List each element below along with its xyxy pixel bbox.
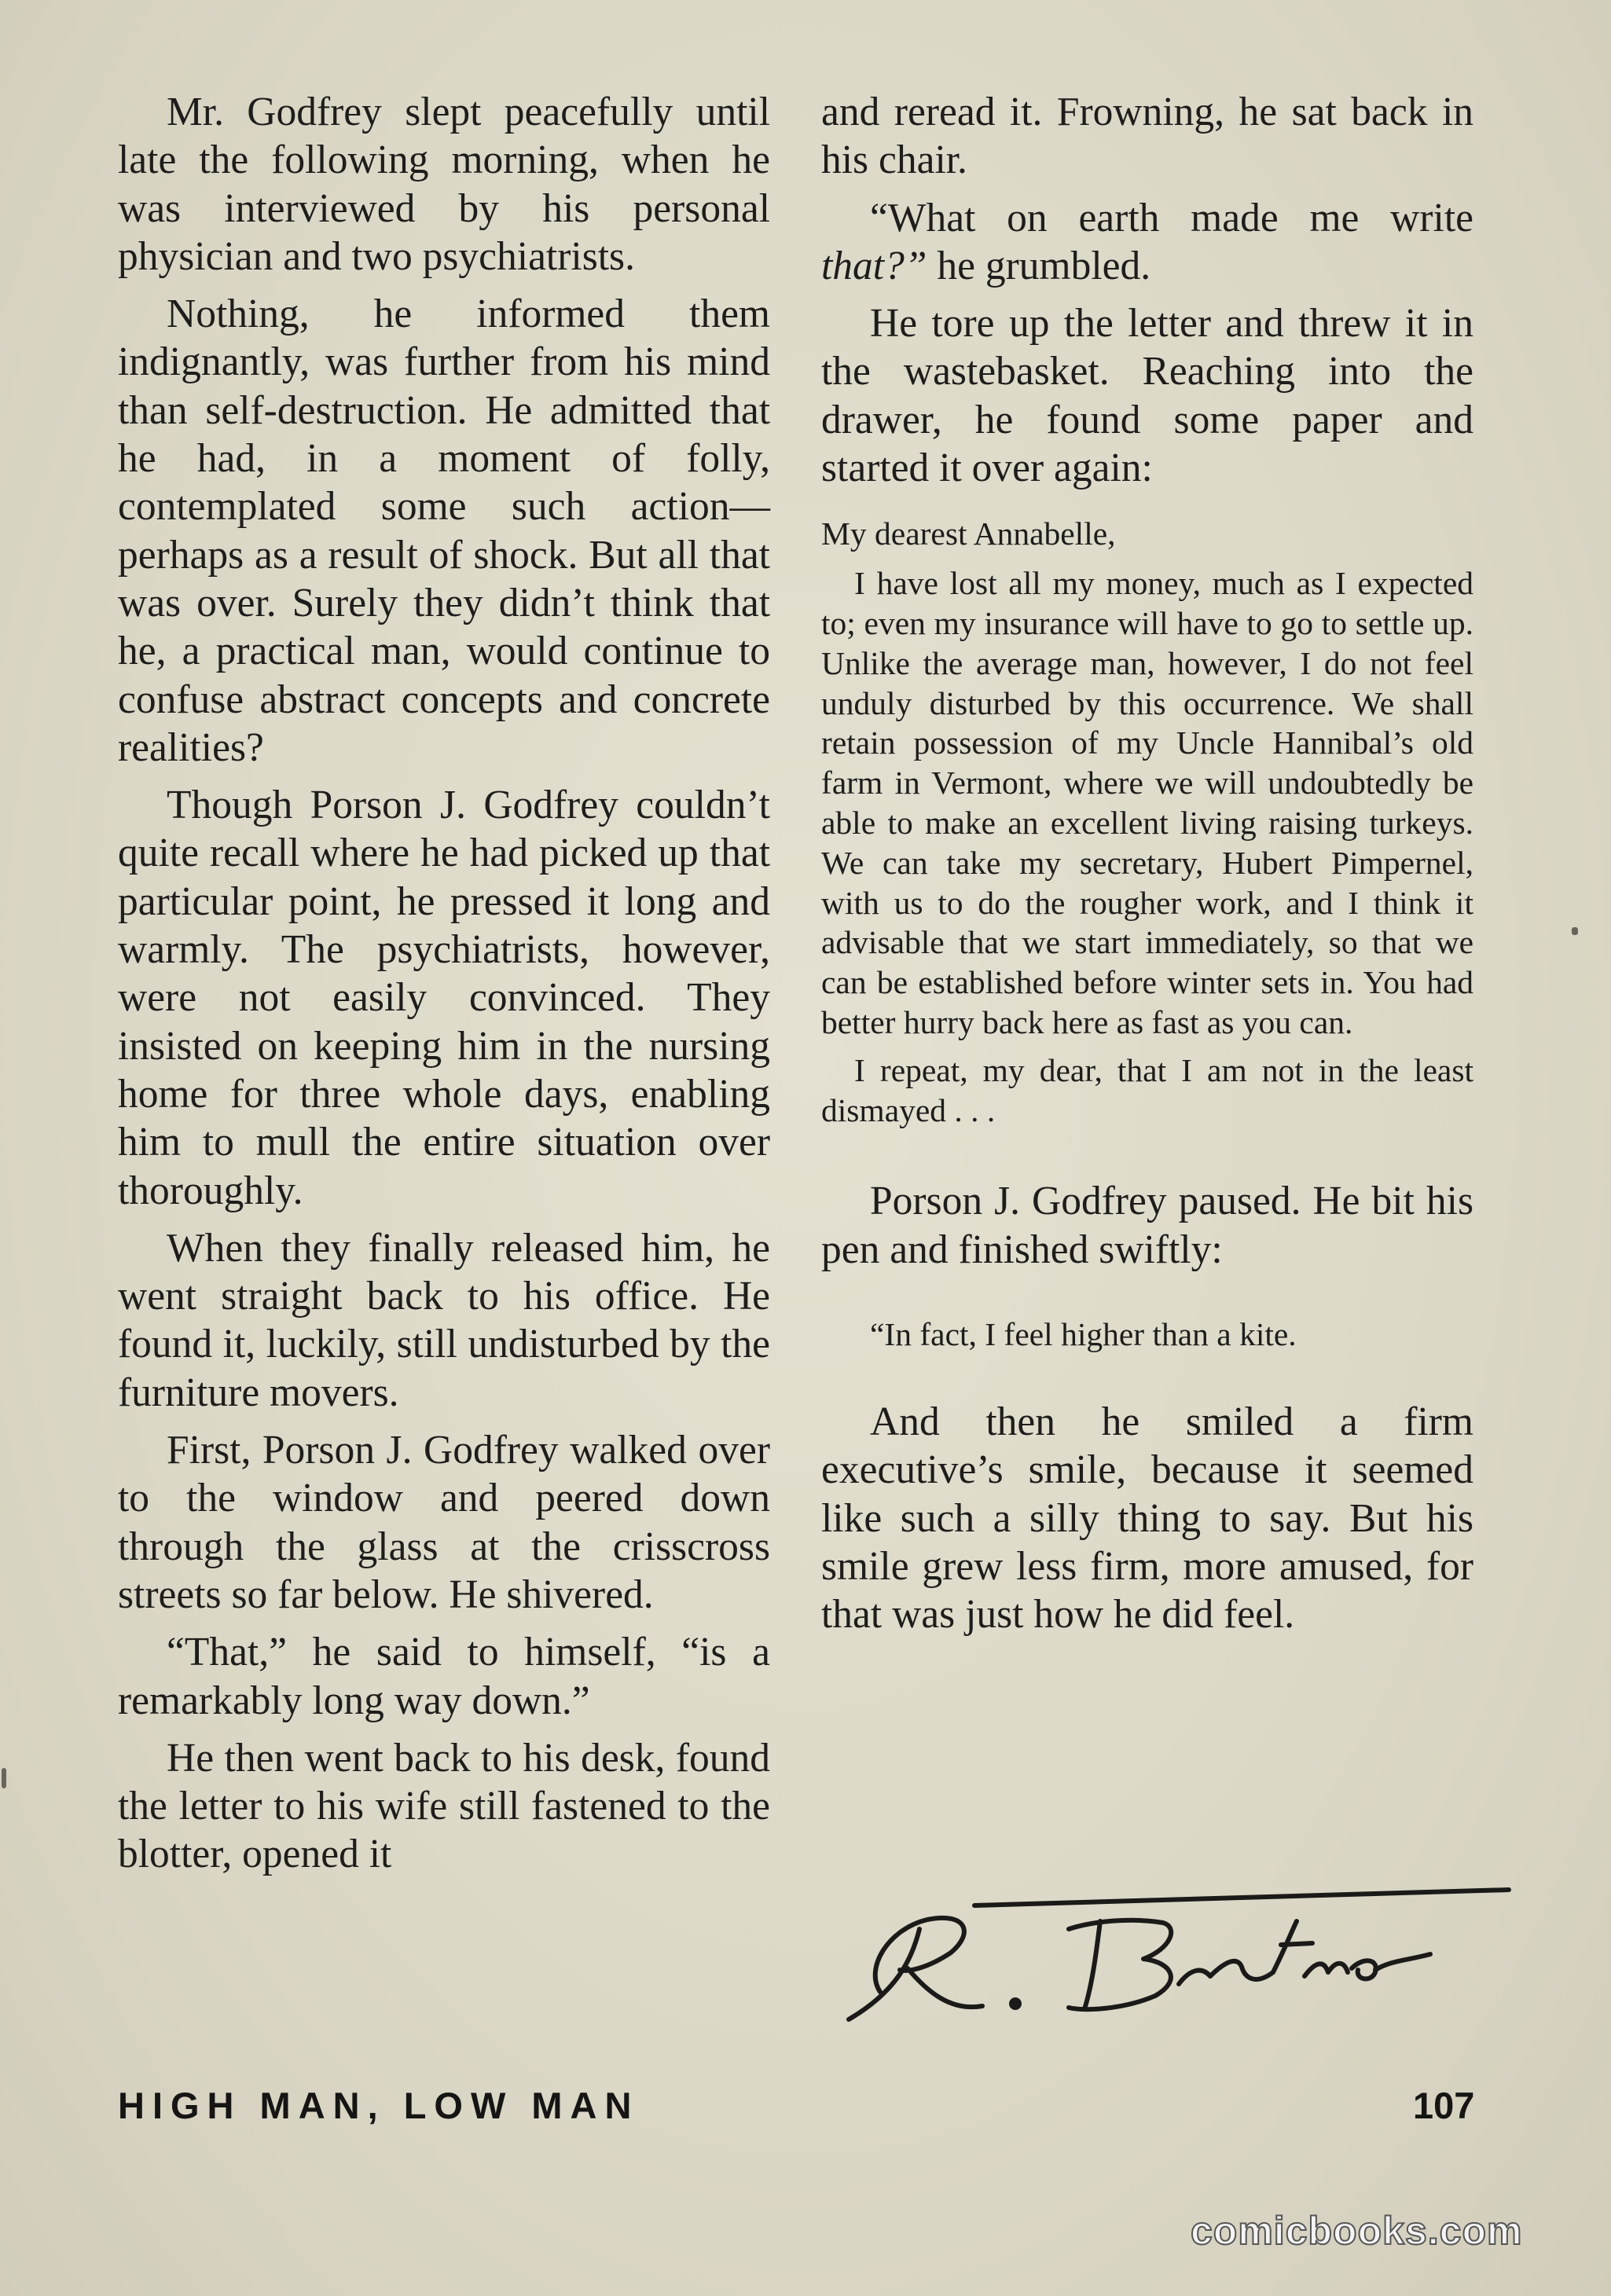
quote-text: “What on earth made me write <box>870 195 1473 240</box>
paragraph: And then he smiled a firm executive’s smile, because it seemed like such a silly thing to say. But his smile grew less firm, more amused, for that was just how he did feel. <box>821 1399 1473 1638</box>
paragraph: When they finally released him, he went straight back to his office. He found it, luckily, still undisturbed by the furniture movers. <box>118 1225 770 1415</box>
right-text-column <box>821 88 1473 1638</box>
page-number: 107 <box>1413 2085 1475 2126</box>
paragraph: He tore up the letter and threw it in the wastebasket. Reaching into the drawer, he found some paper and started it over again: <box>821 301 1473 491</box>
paragraph: Porson J. Godfrey paused. He bit his pen and finished swiftly: <box>821 1179 1473 1272</box>
kite-quote: “In fact, I feel higher than a kite. <box>870 1315 1297 1352</box>
letter-body: I repeat, my dear, that I am not in the least dismayed . . . <box>821 1051 1473 1128</box>
page-edge-mark <box>2 1768 6 1788</box>
paragraph: Though Porson J. Godfrey couldn’t quite recall where he had picked up that particular point, he pressed it long and warmly. The psychiatrists, however, were not easily convinced. They insisted on keeping him in the nursing home for three whole days, enabling him to mull the entire situation over thoroughly. <box>118 783 770 1213</box>
quote-italic: that?” <box>821 243 927 288</box>
paragraph: First, Porson J. Godfrey walked over to the window and peered down through the glass at the crisscross streets so far below. He shivered. <box>118 1428 770 1617</box>
paragraph: He then went back to his desk, found the letter to his wife still fastened to the blotter, opened it <box>118 1735 770 1877</box>
author-signature <box>833 1874 1525 2039</box>
paragraph: Nothing, he informed them indignantly, was further from his mind than self-destruction. He admitted that he had, in a moment of folly, contemplated some such action—perhaps as a result of shock. But all that was over. Surely they didn’t think that he, a practical man, would continue to confuse abstract concepts and concrete realities? <box>118 292 770 770</box>
running-footer-title: HIGH MAN, LOW MAN <box>118 2085 640 2126</box>
page-speck <box>1572 927 1578 935</box>
site-watermark: comicbooks.com <box>1191 2209 1523 2253</box>
letter-block <box>821 514 1473 1130</box>
paragraph <box>821 194 1473 291</box>
paragraph: “That,” he said to himself, “is a remarkably long way down.” <box>118 1630 770 1723</box>
left-text-column <box>118 88 770 1879</box>
letter-body: I have lost all my money, much as I expected to; even my insurance will have to go to settle up. Unlike the average man, however, I do not feel unduly disturbed by this occurrence. We shall retain possession of my Uncle Hannibal’s old farm in Vermont, where we will undoubtedly be able to make an excellent living raising turkeys. We can take my secretary, Hubert Pimpernel, with us to do the rougher work, and I think it advisable that we start immediately, so that we can be established before winter sets in. You had better hurry back here as fast as you can. <box>821 565 1473 1040</box>
quote-text: he grumbled. <box>927 243 1151 288</box>
letter-salutation: My dearest Annabelle, <box>821 515 1116 552</box>
paragraph-continuation: and reread it. Frowning, he sat back in his chair. <box>821 90 1473 183</box>
paragraph: Mr. Godfrey slept peacefully until late the following morning, when he was interviewed by his personal physician and two psychiatrists. <box>118 90 770 279</box>
